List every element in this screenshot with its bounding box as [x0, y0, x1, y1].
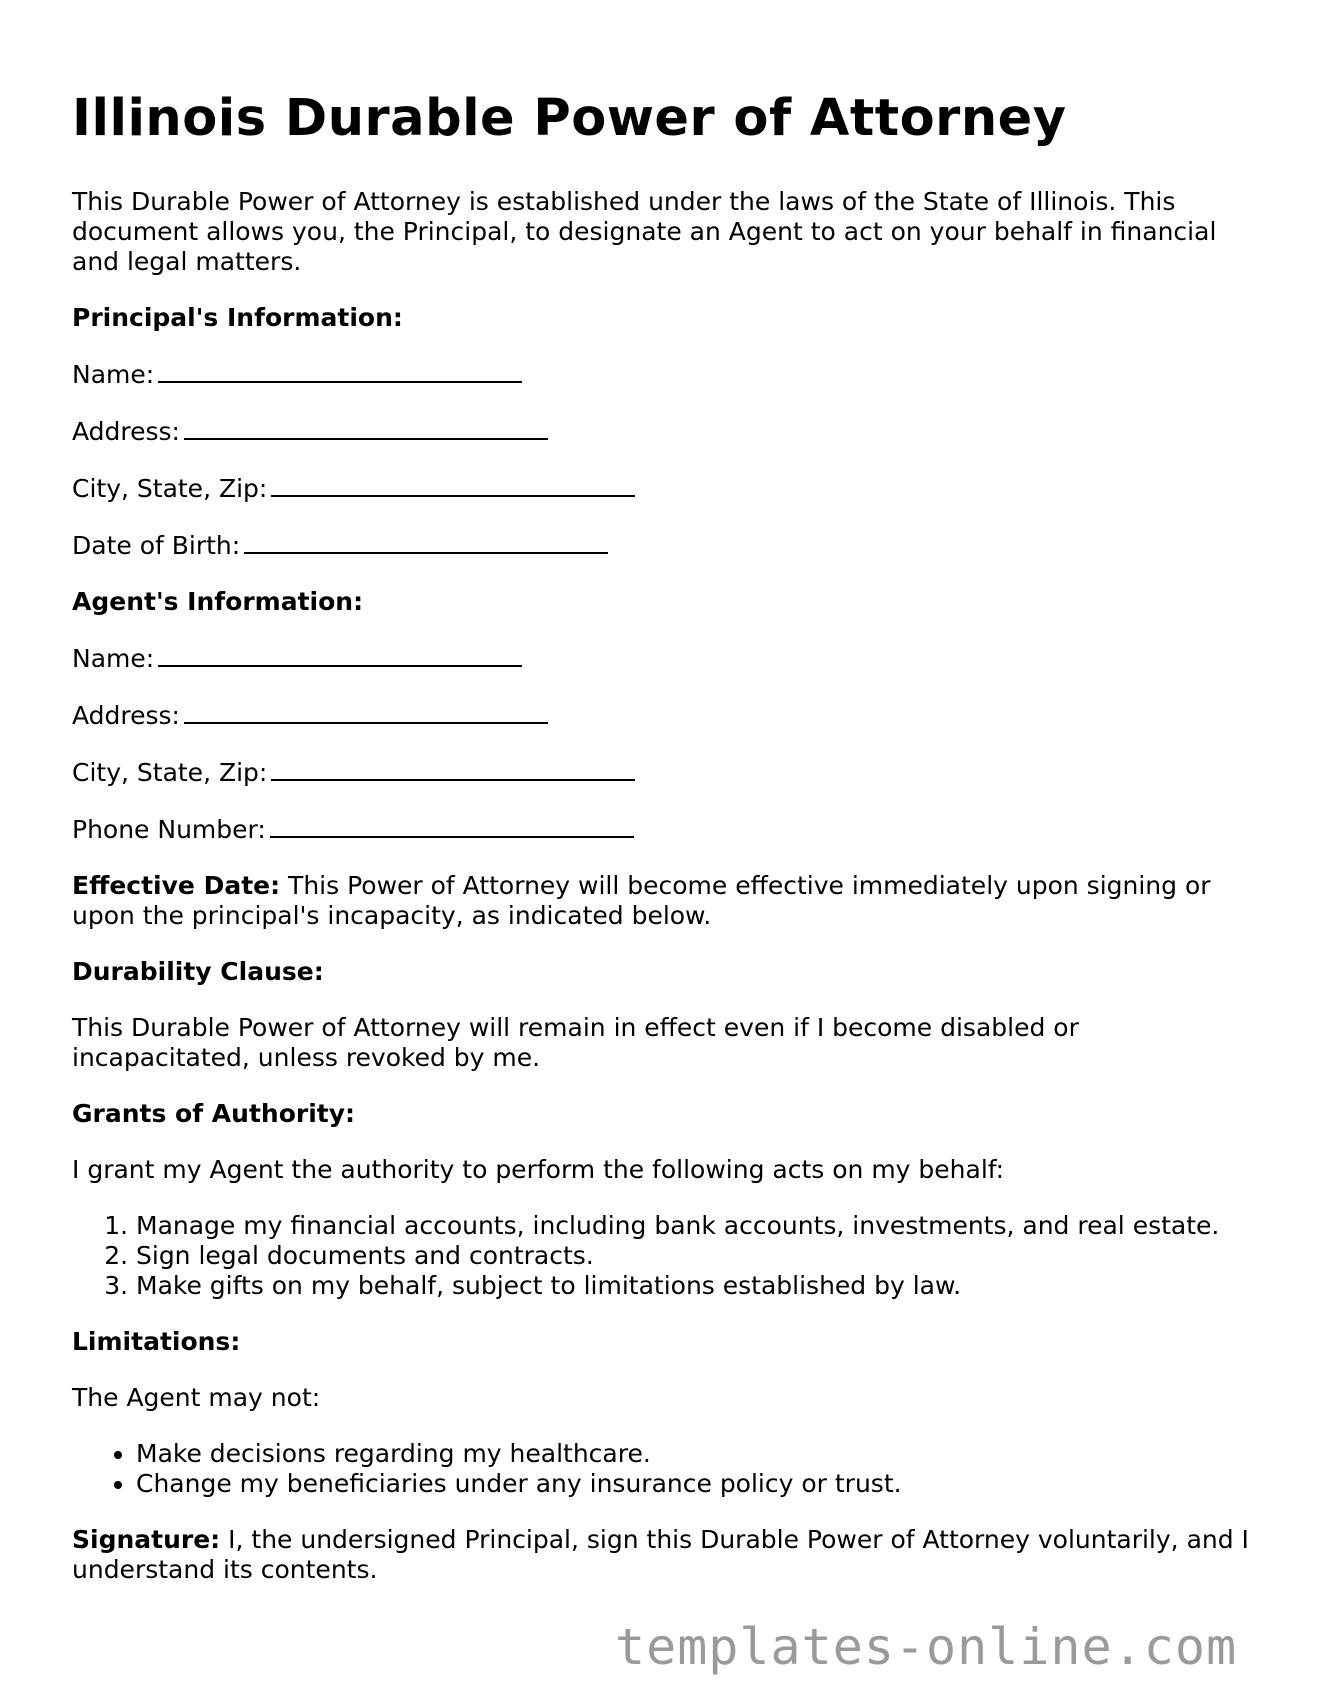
- effective-date-paragraph: [72, 871, 1252, 931]
- field-label: Phone Number:: [72, 815, 266, 845]
- principal-dob-field[interactable]: [72, 530, 1252, 561]
- grants-list: [72, 1211, 1252, 1301]
- blank-line[interactable]: [244, 530, 608, 554]
- blank-line[interactable]: [158, 643, 522, 667]
- principal-name-field[interactable]: [72, 359, 1252, 390]
- field-label: Date of Birth:: [72, 531, 241, 561]
- effective-date-text: This Power of Attorney will become effective immediately upon signing or upon the principal's incapacity, as indicated below.: [72, 871, 1211, 931]
- blank-line[interactable]: [271, 473, 635, 497]
- field-label: Name:: [72, 644, 155, 674]
- list-item: 1. Manage my financial accounts, including bank accounts, investments, and real estate.: [136, 1211, 1252, 1241]
- limitations-heading: Limitations:: [72, 1327, 241, 1357]
- agent-name-field[interactable]: [72, 643, 1252, 674]
- principal-address-field[interactable]: [72, 416, 1252, 447]
- blank-line[interactable]: [158, 359, 522, 383]
- grants-intro: I grant my Agent the authority to perform the following acts on my behalf:: [72, 1155, 1005, 1185]
- intro-paragraph: This Durable Power of Attorney is established under the laws of the State of Illinois. This document allows you, the Principal, to designate an Agent to act on your behalf in financial and legal matters.: [72, 187, 1217, 277]
- grants-heading: Grants of Authority:: [72, 1099, 356, 1129]
- agent-phone-field[interactable]: [72, 814, 1252, 845]
- blank-line[interactable]: [184, 700, 548, 724]
- principal-heading: Principal's Information:: [72, 303, 403, 333]
- document-page: [72, 88, 1252, 1611]
- watermark: templates-online.com: [615, 1618, 1238, 1676]
- field-label: Name:: [72, 360, 155, 390]
- field-label: Address:: [72, 701, 180, 731]
- list-item: • Change my beneficiaries under any insurance policy or trust.: [136, 1469, 1252, 1499]
- durability-heading: Durability Clause:: [72, 957, 324, 987]
- agent-heading: Agent's Information:: [72, 587, 364, 617]
- document-title: Illinois Durable Power of Attorney: [72, 89, 1067, 148]
- agent-city-field[interactable]: [72, 757, 1252, 788]
- list-item: 2. Sign legal documents and contracts.: [136, 1241, 1252, 1271]
- signature-paragraph: [72, 1525, 1252, 1585]
- signature-label: Signature:: [72, 1525, 221, 1555]
- blank-line[interactable]: [270, 814, 634, 838]
- blank-line[interactable]: [271, 757, 635, 781]
- field-label: City, State, Zip:: [72, 758, 268, 788]
- durability-text: This Durable Power of Attorney will remain in effect even if I become disabled or incapacitated, unless revoked by me.: [72, 1013, 1079, 1073]
- effective-date-label: Effective Date:: [72, 871, 281, 901]
- blank-line[interactable]: [184, 416, 548, 440]
- list-item: 3. Make gifts on my behalf, subject to limitations established by law.: [136, 1271, 1252, 1301]
- field-label: City, State, Zip:: [72, 474, 268, 504]
- limitations-list: [72, 1439, 1252, 1499]
- field-label: Address:: [72, 417, 180, 447]
- agent-address-field[interactable]: [72, 700, 1252, 731]
- signature-text: I, the undersigned Principal, sign this Durable Power of Attorney voluntarily, and I understand its contents.: [72, 1525, 1249, 1585]
- list-item: • Make decisions regarding my healthcare.: [136, 1439, 1252, 1469]
- principal-city-field[interactable]: [72, 473, 1252, 504]
- limitations-intro: The Agent may not:: [72, 1383, 321, 1413]
